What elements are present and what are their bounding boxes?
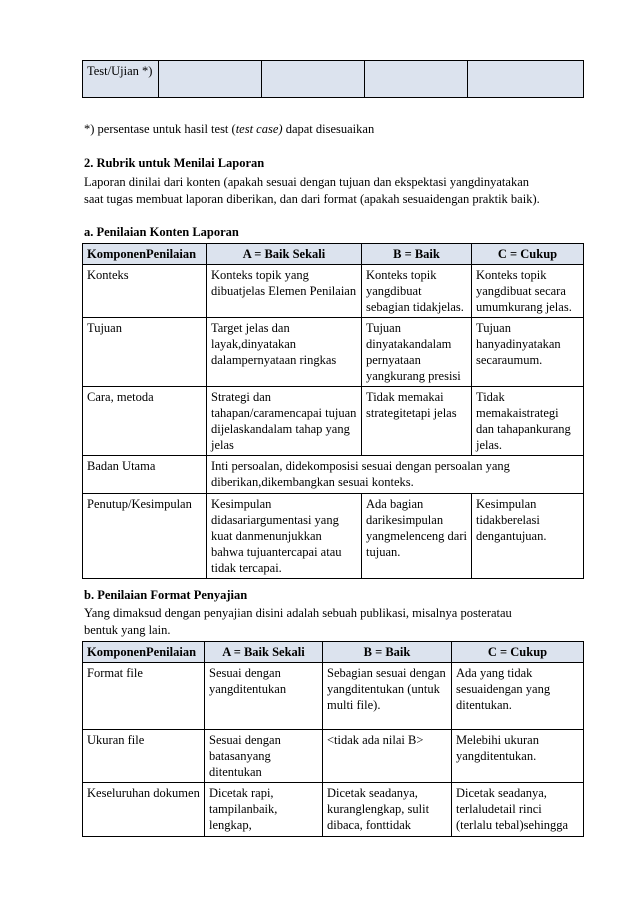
column-header: A = Baik Sekali	[207, 244, 362, 265]
content-rubric-table	[82, 243, 584, 579]
table-cell: Ada yang tidak sesuaidengan yang ditentukan.	[452, 663, 584, 730]
table-cell: Konteks topik yangdibuat secara umumkurang jelas.	[472, 265, 584, 318]
column-header: A = Baik Sekali	[205, 642, 323, 663]
column-header: KomponenPenilaian	[83, 244, 207, 265]
table-cell: Kesimpulan didasariargumentasi yang kuat danmenunjukkan bahwa tujuantercapai atau tidak tercapai.	[207, 494, 362, 579]
table-cell: Target jelas dan layak,dinyatakan dalampernyataan ringkas	[207, 318, 362, 387]
table-cell	[468, 61, 584, 98]
table-cell: Konteks topik yangdibuat sebagian tidakjelas.	[362, 265, 472, 318]
column-header: B = Baik	[362, 244, 472, 265]
table-cell: Dicetak seadanya, kuranglengkap, sulit dibaca, fonttidak	[323, 783, 452, 837]
table-cell: Cara, metoda	[83, 387, 207, 456]
paragraph-line: saat tugas membuat laporan diberikan, dan dari format (apakah sesuaidengan praktik baik).	[84, 192, 540, 206]
table-cell: Keseluruhan dokumen	[83, 783, 205, 837]
paragraph-line: Laporan dinilai dari konten (apakah sesuai dengan tujuan dan ekspektasi yangdinyatakan	[84, 175, 529, 189]
table-cell: Format file	[83, 663, 205, 730]
table-cell: Dicetak rapi, tampilanbaik, lengkap,	[205, 783, 323, 837]
table-cell: Sesuai dengan batasanyang ditentukan	[205, 730, 323, 783]
table-cell: Sesuai dengan yangditentukan	[205, 663, 323, 730]
column-header: B = Baik	[323, 642, 452, 663]
table-row	[83, 663, 584, 730]
column-header: C = Cukup	[452, 642, 584, 663]
table-cell: Tidak memakaistrategi dan tahapankurang jelas.	[472, 387, 584, 456]
table-row	[83, 783, 584, 837]
paragraph-line: Yang dimaksud dengan penyajian disini adalah sebuah publikasi, misalnya posteratau	[84, 606, 512, 620]
table-cell: Kesimpulan tidakberelasi dengantujuan.	[472, 494, 584, 579]
table-cell: Tujuan hanyadinyatakan secaraumum.	[472, 318, 584, 387]
table-row	[83, 265, 584, 318]
table-row	[83, 61, 584, 98]
table-header-row	[83, 244, 584, 265]
table-cell: Tujuan dinyatakandalam pernyataan yangkurang presisi	[362, 318, 472, 387]
table-cell: Tujuan	[83, 318, 207, 387]
table-row	[83, 730, 584, 783]
format-rubric-table	[82, 641, 584, 837]
table-cell	[262, 61, 365, 98]
table-row	[83, 387, 584, 456]
table-cell: Ada bagian darikesimpulan yangmelenceng dari tujuan.	[362, 494, 472, 579]
table-row	[83, 456, 584, 494]
table-header-row	[83, 642, 584, 663]
table-cell: Penutup/Kesimpulan	[83, 494, 207, 579]
table-row	[83, 494, 584, 579]
table-cell: Melebihi ukuran yangditentukan.	[452, 730, 584, 783]
table-cell: Strategi dan tahapan/caramencapai tujuan dijelaskandalam tahap yang jelas	[207, 387, 362, 456]
table-cell: Test/Ujian *)	[83, 61, 159, 98]
section-heading: b. Penilaian Format Penyajian	[84, 588, 248, 602]
column-header: KomponenPenilaian	[83, 642, 205, 663]
table-cell: Konteks	[83, 265, 207, 318]
table-cell: Badan Utama	[83, 456, 207, 494]
table-cell-merged: Inti persoalan, didekomposisi sesuai dengan persoalan yang diberikan,dikembangkan sesuai konteks.	[207, 456, 584, 494]
table-cell	[159, 61, 262, 98]
table-cell: Konteks topik yang dibuatjelas Elemen Penilaian	[207, 265, 362, 318]
table-cell: <tidak ada nilai B>	[323, 730, 452, 783]
table-row	[83, 318, 584, 387]
table-cell	[365, 61, 468, 98]
section-heading: a. Penilaian Konten Laporan	[84, 225, 239, 239]
paragraph-line: bentuk yang lain.	[84, 623, 171, 637]
table-cell: Tidak memakai strategitetapi jelas	[362, 387, 472, 456]
table-cell: Ukuran file	[83, 730, 205, 783]
footnote: *) persentase untuk hasil test (test case) dapat disesuaikan	[84, 122, 375, 136]
table-cell: Dicetak seadanya, terlaludetail rinci (terlalu tebal)sehingga	[452, 783, 584, 837]
column-header: C = Cukup	[472, 244, 584, 265]
top-table	[82, 60, 584, 98]
section-heading: 2. Rubrik untuk Menilai Laporan	[84, 156, 265, 170]
table-cell: Sebagian sesuai dengan yangditentukan (untuk multi file).	[323, 663, 452, 730]
